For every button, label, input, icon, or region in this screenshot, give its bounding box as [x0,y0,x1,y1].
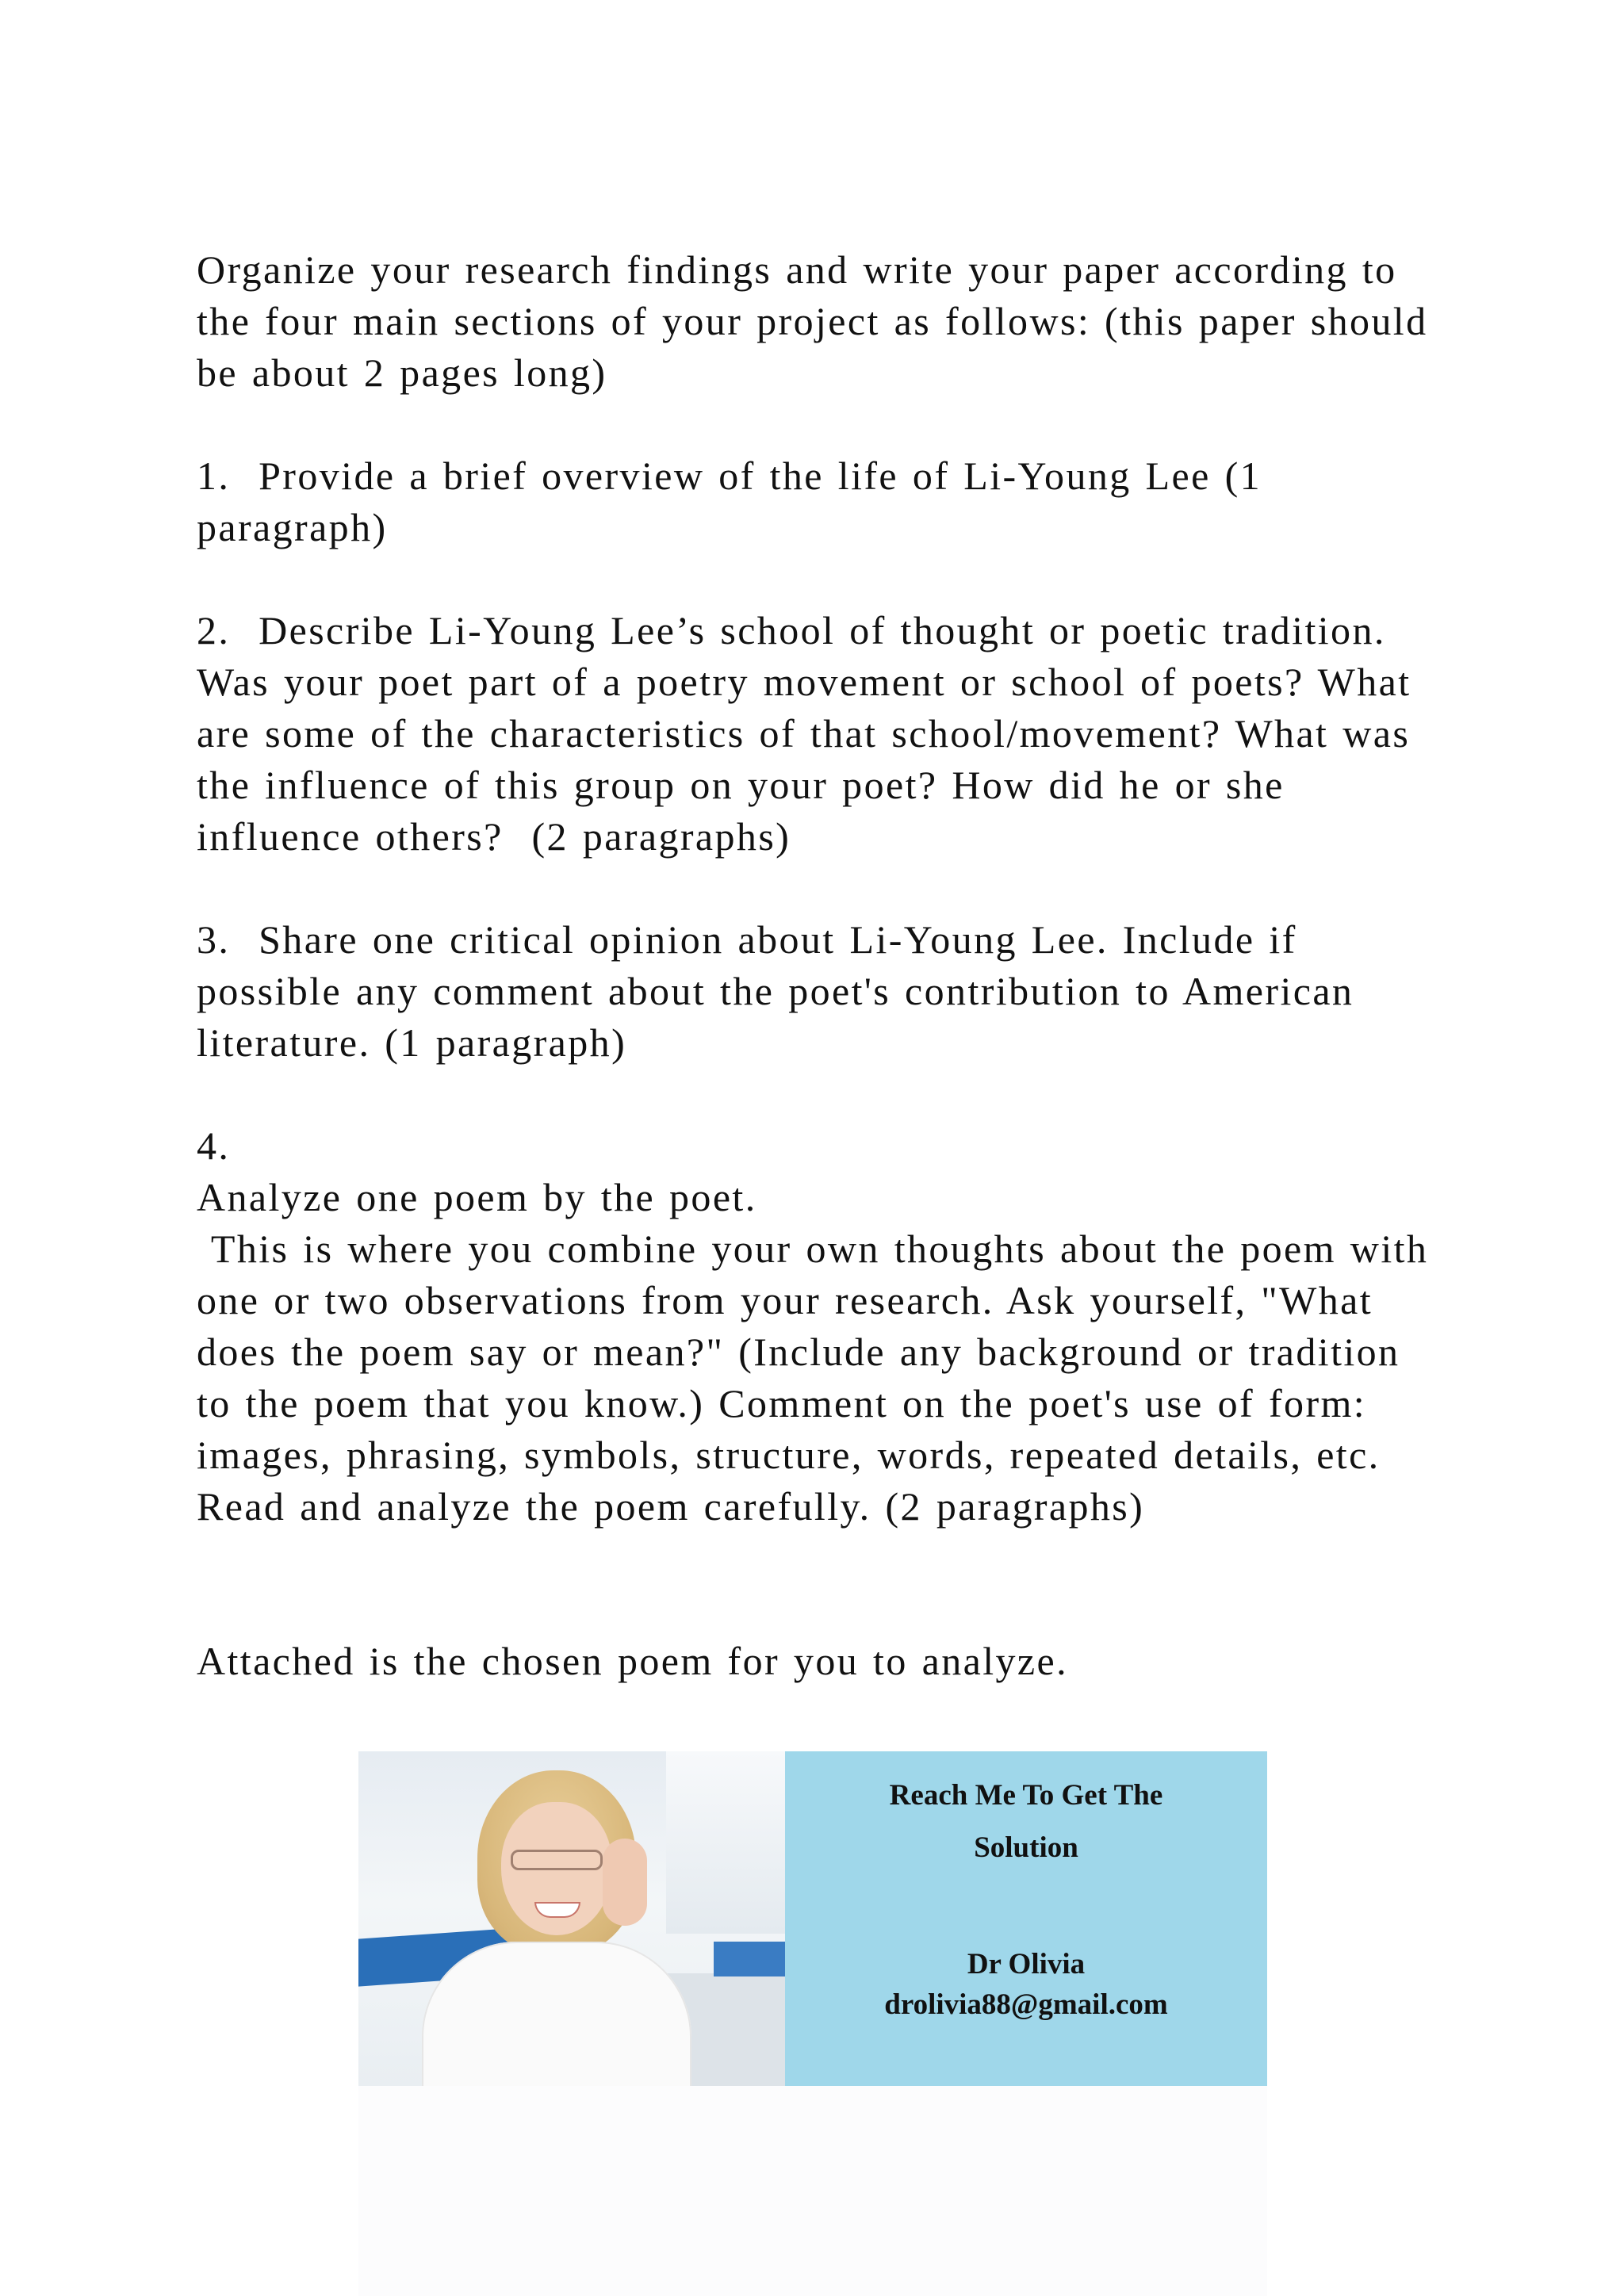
ad-headline-line-1: Reach Me To Get The [889,1779,1163,1812]
section-4-number: 4. [197,1123,231,1168]
blank-strip [358,2086,1267,2296]
contact-ad-banner [358,1751,1267,2086]
woman-photo [358,1751,785,2086]
ad-contact-email: drolivia88@gmail.com [884,1988,1168,2021]
section-4-heading: Analyze one poem by the poet. [197,1175,757,1219]
contact-info-panel [785,1751,1267,2086]
section-4-body: This is where you combine your own thoughts about the poem with one or two observations from your research. Ask yourself, "What does the poem say or mean?" (Include any background or tradition to the poem that you know.) Comment on the poet's use of form: images, phrasing, symbols, structure, words, repeated details, etc. Read and analyze the poem carefully. (2 paragraphs) [197,1226,1443,1529]
glasses-icon [511,1850,603,1870]
ad-contact-name: Dr Olivia [967,1948,1086,1980]
intro-paragraph: Organize your research findings and write your paper according to the four main sections of your project as follows: (this paper should be about 2 pages long) [197,247,1442,395]
section-2-item: 2. Describe Li-Young Lee’s school of thought or poetic tradition. Was your poet part of a poetry movement or school of poets? What are some of the characteristics of that school/movement? What was the influence of this group on your poet? How did he or she influence others? (2 paragraphs) [197,608,1426,859]
ad-headline-line-2: Solution [974,1831,1078,1864]
section-3-item: 3. Share one critical opinion about Li-Young Lee. Include if possible any comment about the poet's contribution to American literature. (1 paragraph) [197,917,1369,1065]
closing-line: Attached is the chosen poem for you to analyze. [197,1639,1068,1683]
assignment-text [197,244,1443,1687]
section-1-item: 1. Provide a brief overview of the life of Li-Young Lee (1 paragraph) [197,453,1276,549]
